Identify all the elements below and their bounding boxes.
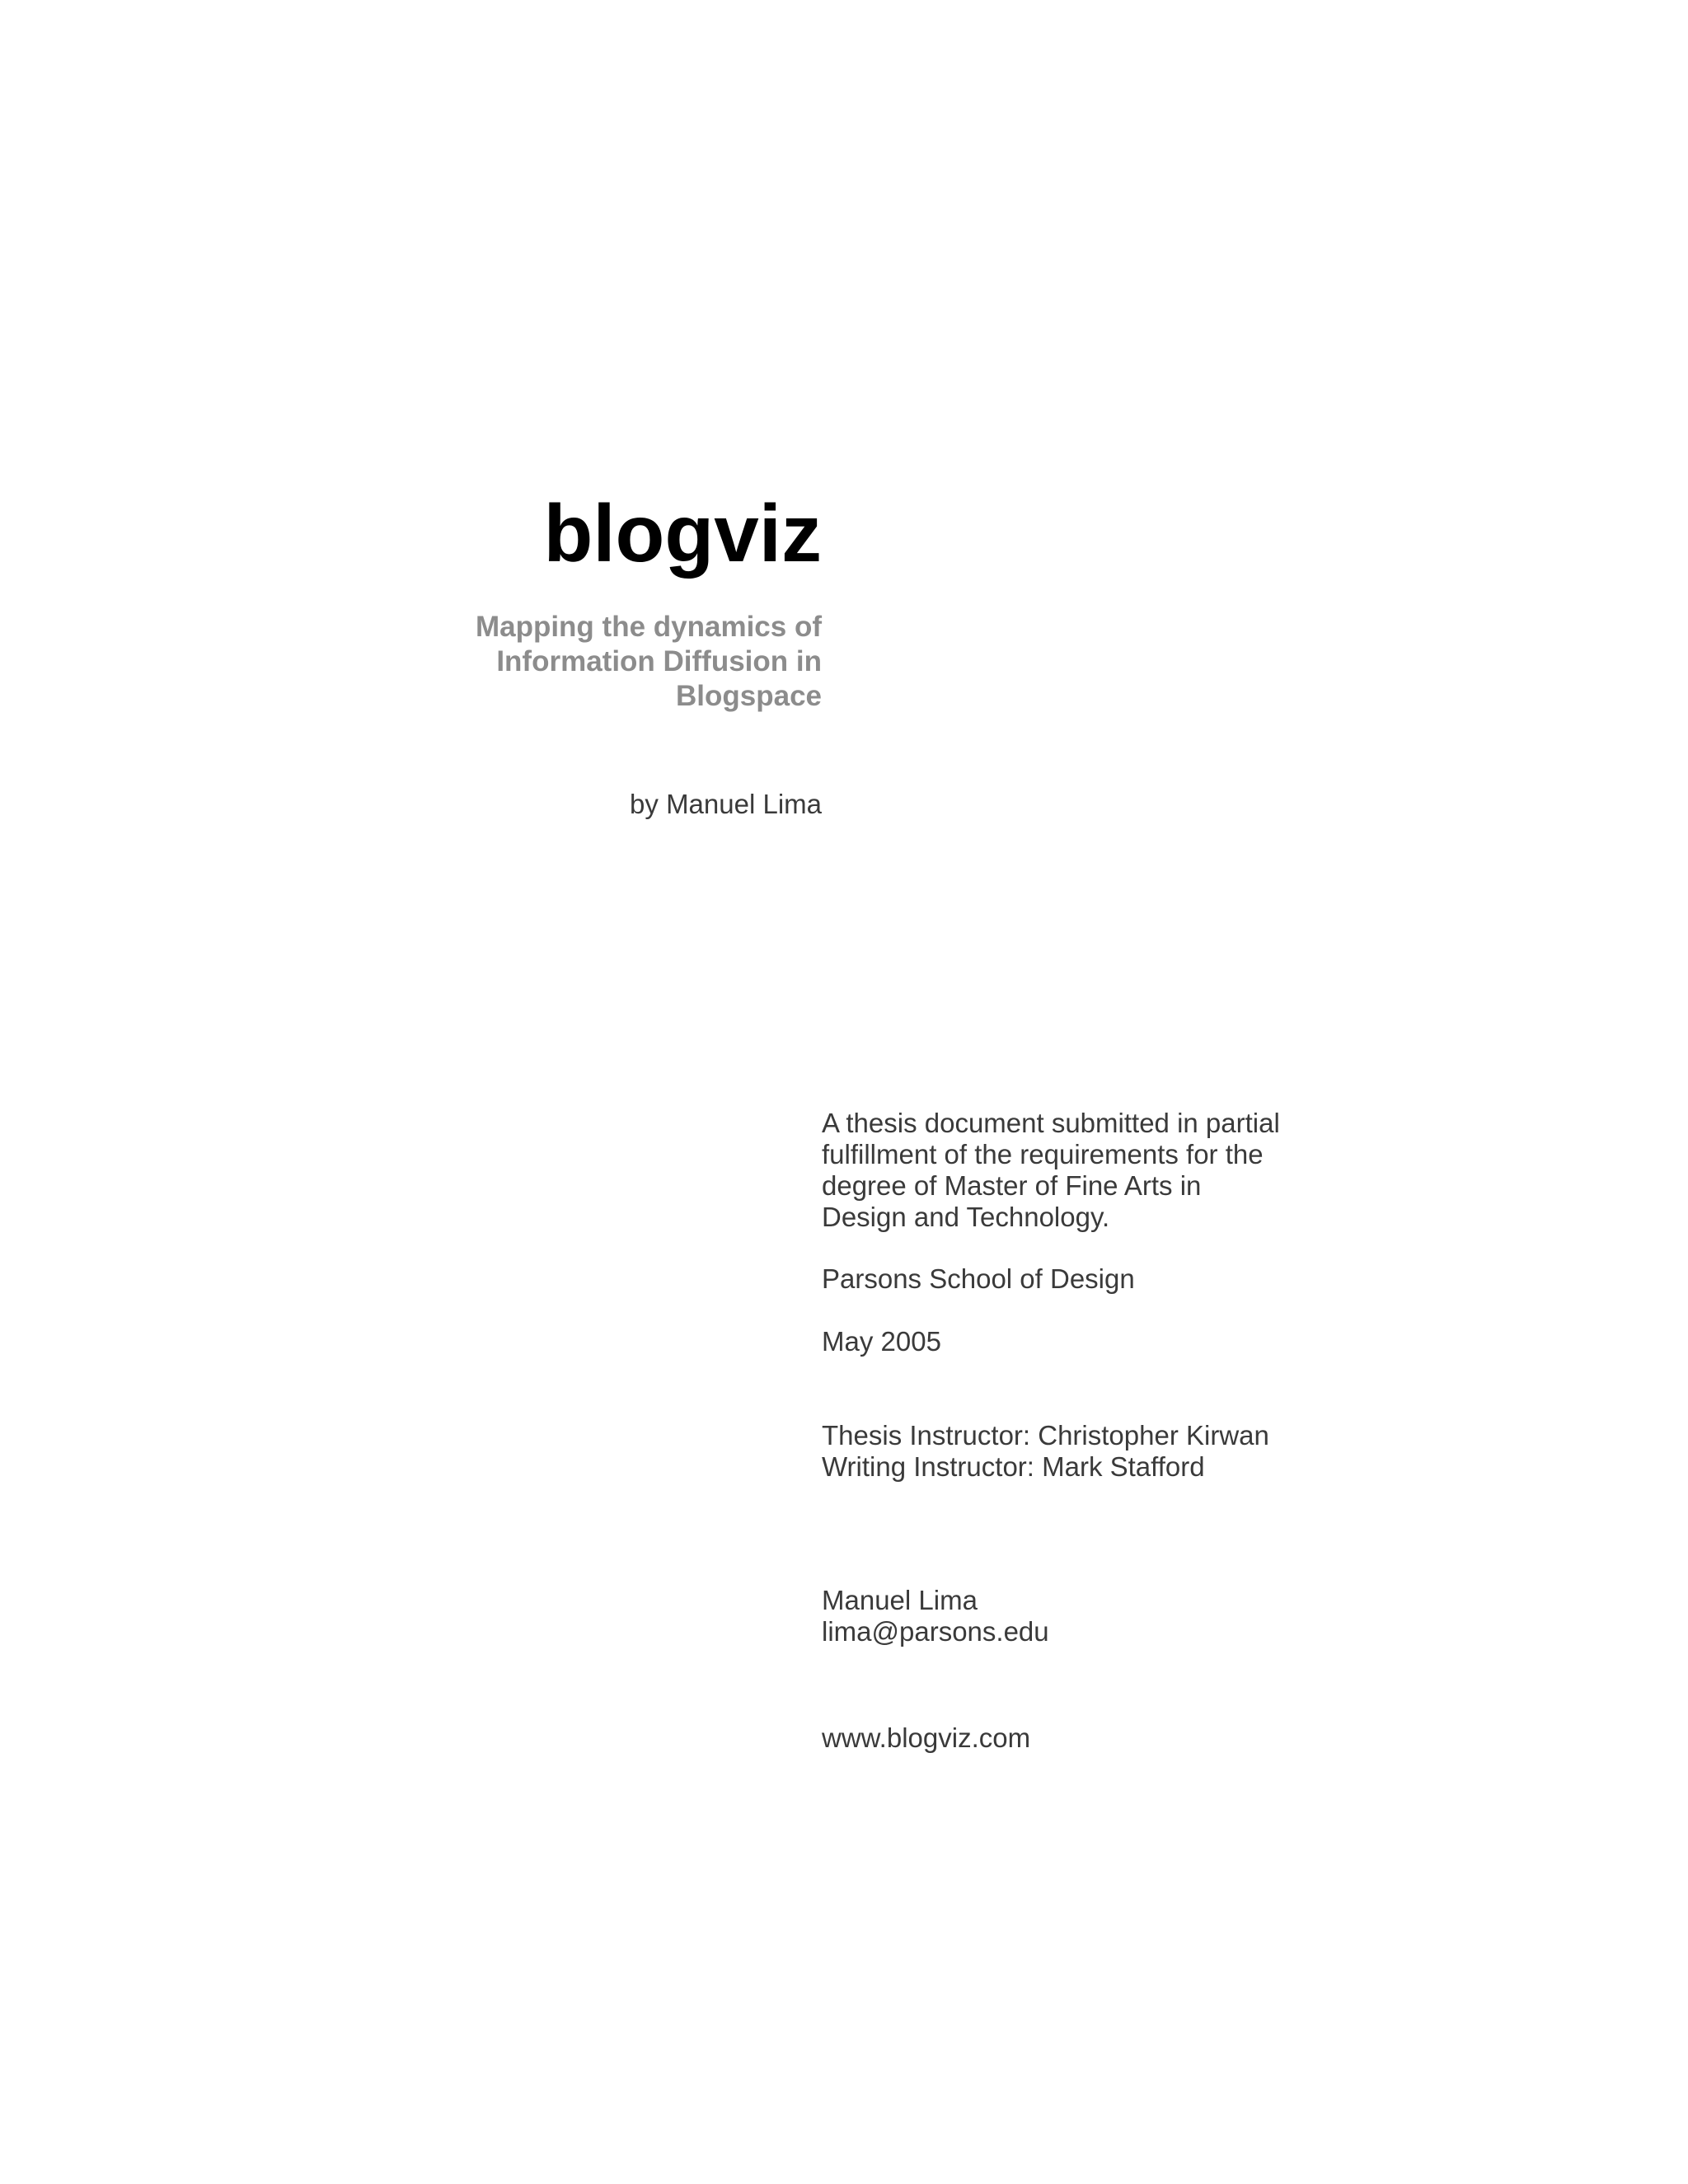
- school-name: Parsons School of Design: [822, 1263, 1135, 1294]
- subtitle-line: Mapping the dynamics of: [475, 611, 822, 643]
- thesis-statement-line: A thesis document submitted in partial: [822, 1108, 1280, 1138]
- thesis-statement-line: fulfillment of the requirements for the: [822, 1139, 1264, 1169]
- submission-date: May 2005: [822, 1326, 941, 1357]
- author-name: Manuel Lima: [822, 1585, 978, 1615]
- author-contact: [822, 1585, 1049, 1647]
- website-url: www.blogviz.com: [822, 1722, 1031, 1753]
- thesis-instructor: Thesis Instructor: Christopher Kirwan: [822, 1420, 1269, 1451]
- thesis-statement: [822, 1108, 1280, 1233]
- document-title: blogviz: [543, 488, 822, 579]
- subtitle-line: Information Diffusion in: [496, 645, 822, 677]
- instructors: [822, 1420, 1269, 1483]
- document-subtitle: [327, 610, 822, 714]
- thesis-statement-line: Design and Technology.: [822, 1202, 1110, 1232]
- writing-instructor: Writing Instructor: Mark Stafford: [822, 1451, 1205, 1482]
- thesis-statement-line: degree of Master of Fine Arts in: [822, 1170, 1202, 1201]
- subtitle-line: Blogspace: [676, 680, 822, 712]
- author-email: lima@parsons.edu: [822, 1616, 1049, 1647]
- author-byline: by Manuel Lima: [630, 789, 822, 819]
